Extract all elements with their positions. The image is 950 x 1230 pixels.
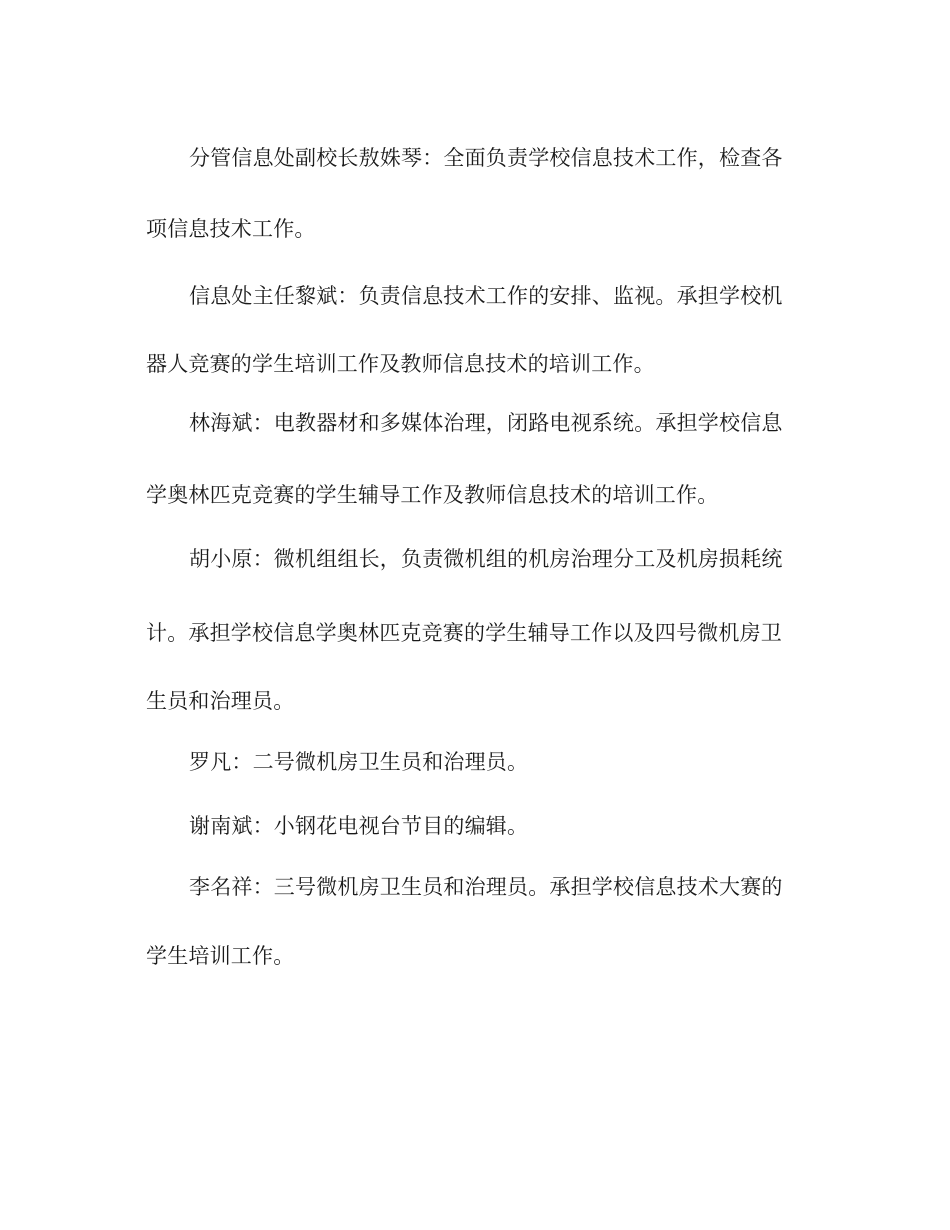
text-line: 器人竞赛的学生培训工作及教师信息技术的培训工作。: [146, 352, 655, 376]
text-line: 计。承担学校信息学奥林匹克竞赛的学生辅导工作以及四号微机房卫: [146, 621, 782, 645]
text-line: 胡小原：微机组组长，负责微机组的机房治理分工及机房损耗统: [189, 547, 783, 571]
text-line: 信息处主任黎斌：负责信息技术工作的安排、监视。承担学校机: [189, 284, 783, 308]
text-line: 学奥林匹克竞赛的学生辅导工作及教师信息技术的培训工作。: [146, 483, 719, 507]
text-line: 项信息技术工作。: [146, 217, 316, 241]
text-line: 李名祥：三号微机房卫生员和治理员。承担学校信息技术大赛的: [189, 875, 783, 899]
text-line: 罗凡：二号微机房卫生员和治理员。: [189, 750, 529, 774]
text-line: 林海斌：电教器材和多媒体治理，闭路电视系统。承担学校信息: [189, 411, 783, 435]
text-line: 分管信息处副校长敖姝琴：全面负责学校信息技术工作，检查各: [189, 146, 783, 170]
text-line: 生员和治理员。: [146, 689, 295, 713]
text-line: 谢南斌：小钢花电视台节目的编辑。: [189, 814, 529, 838]
text-line: 学生培训工作。: [146, 944, 295, 968]
